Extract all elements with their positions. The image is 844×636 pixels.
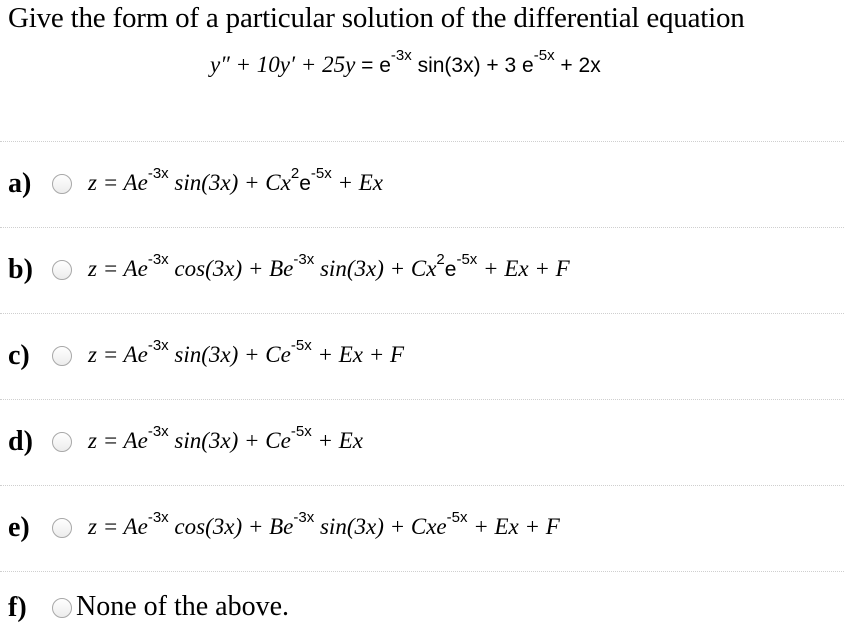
equation-term-1: sin(3x) + 3 e — [411, 54, 534, 77]
equation-lhs: y″ + 10y′ + 25y — [210, 52, 356, 77]
expr-part: sin(3x) + Cx — [314, 256, 437, 281]
expr-part: + Ex + F — [311, 342, 405, 367]
expr-part: sin(3x) + Cx — [168, 170, 291, 195]
radio-button-a[interactable] — [52, 174, 72, 194]
option-letter: c) — [8, 340, 30, 371]
expr-part: + Ex — [311, 428, 363, 453]
expr-part: sin(3x) + Cxe — [314, 514, 447, 539]
divider — [0, 571, 844, 572]
option-e-expression — [88, 509, 560, 540]
option-letter: e) — [8, 512, 30, 543]
expr-part: z = Ae — [88, 514, 148, 539]
differential-equation — [210, 47, 601, 78]
equation-exponent-1: -3x — [390, 47, 412, 64]
expr-exponent: -3x — [147, 337, 169, 354]
expr-part: z = Ae — [88, 428, 148, 453]
expr-exponent: -3x — [293, 251, 315, 268]
expr-part: cos(3x) + Be — [168, 256, 294, 281]
option-letter: a) — [8, 168, 32, 199]
divider — [0, 227, 844, 228]
expr-part: + Ex + F — [477, 256, 570, 281]
option-b[interactable] — [8, 251, 828, 298]
divider — [0, 485, 844, 486]
option-f-text: None of the above. — [76, 591, 290, 622]
expr-exponent: -3x — [147, 165, 169, 182]
option-d[interactable] — [8, 423, 828, 470]
expr-part: + Ex — [331, 170, 384, 195]
option-d-expression — [88, 423, 363, 454]
divider — [0, 141, 844, 142]
radio-button-f[interactable] — [52, 598, 72, 618]
radio-button-e[interactable] — [52, 518, 72, 538]
option-c-expression — [88, 337, 405, 368]
option-f[interactable] — [8, 592, 408, 636]
expr-exponent: -5x — [310, 165, 332, 182]
option-e[interactable] — [8, 509, 828, 556]
expr-exponent: -3x — [293, 509, 315, 526]
equation-eq: = e — [355, 54, 391, 77]
expr-exponent: -3x — [147, 251, 169, 268]
equation-exponent-2: -5x — [533, 47, 555, 64]
expr-exponent: -5x — [456, 251, 478, 268]
expr-part: z = Ae — [88, 342, 148, 367]
expr-exponent: -5x — [290, 337, 312, 354]
radio-button-c[interactable] — [52, 346, 72, 366]
radio-button-b[interactable] — [52, 260, 72, 280]
option-c[interactable] — [8, 337, 828, 384]
expr-exponent: 2 — [290, 165, 300, 182]
option-letter: f) — [8, 592, 27, 623]
option-a-expression — [88, 165, 384, 196]
expr-part: cos(3x) + Be — [168, 514, 294, 539]
option-letter: d) — [8, 426, 33, 457]
expr-part: e — [444, 258, 457, 281]
expr-exponent: -3x — [147, 509, 169, 526]
divider — [0, 313, 844, 314]
expr-part: z = Ae — [88, 256, 148, 281]
divider — [0, 399, 844, 400]
option-letter: b) — [8, 254, 33, 285]
expr-part: sin(3x) + Ce — [168, 342, 291, 367]
expr-part: sin(3x) + Ce — [168, 428, 291, 453]
expr-exponent: -5x — [290, 423, 312, 440]
expr-part: + Ex + F — [467, 514, 560, 539]
option-b-expression — [88, 251, 570, 282]
expr-part: z = Ae — [88, 170, 148, 195]
expr-exponent: -5x — [446, 509, 468, 526]
expr-exponent: 2 — [436, 251, 445, 268]
expr-part: e — [299, 172, 311, 195]
question-text: Give the form of a particular solution of the differential equation — [8, 2, 745, 34]
radio-button-d[interactable] — [52, 432, 72, 452]
equation-term-2: + 2x — [554, 54, 601, 77]
expr-exponent: -3x — [147, 423, 169, 440]
option-a[interactable] — [8, 165, 828, 212]
